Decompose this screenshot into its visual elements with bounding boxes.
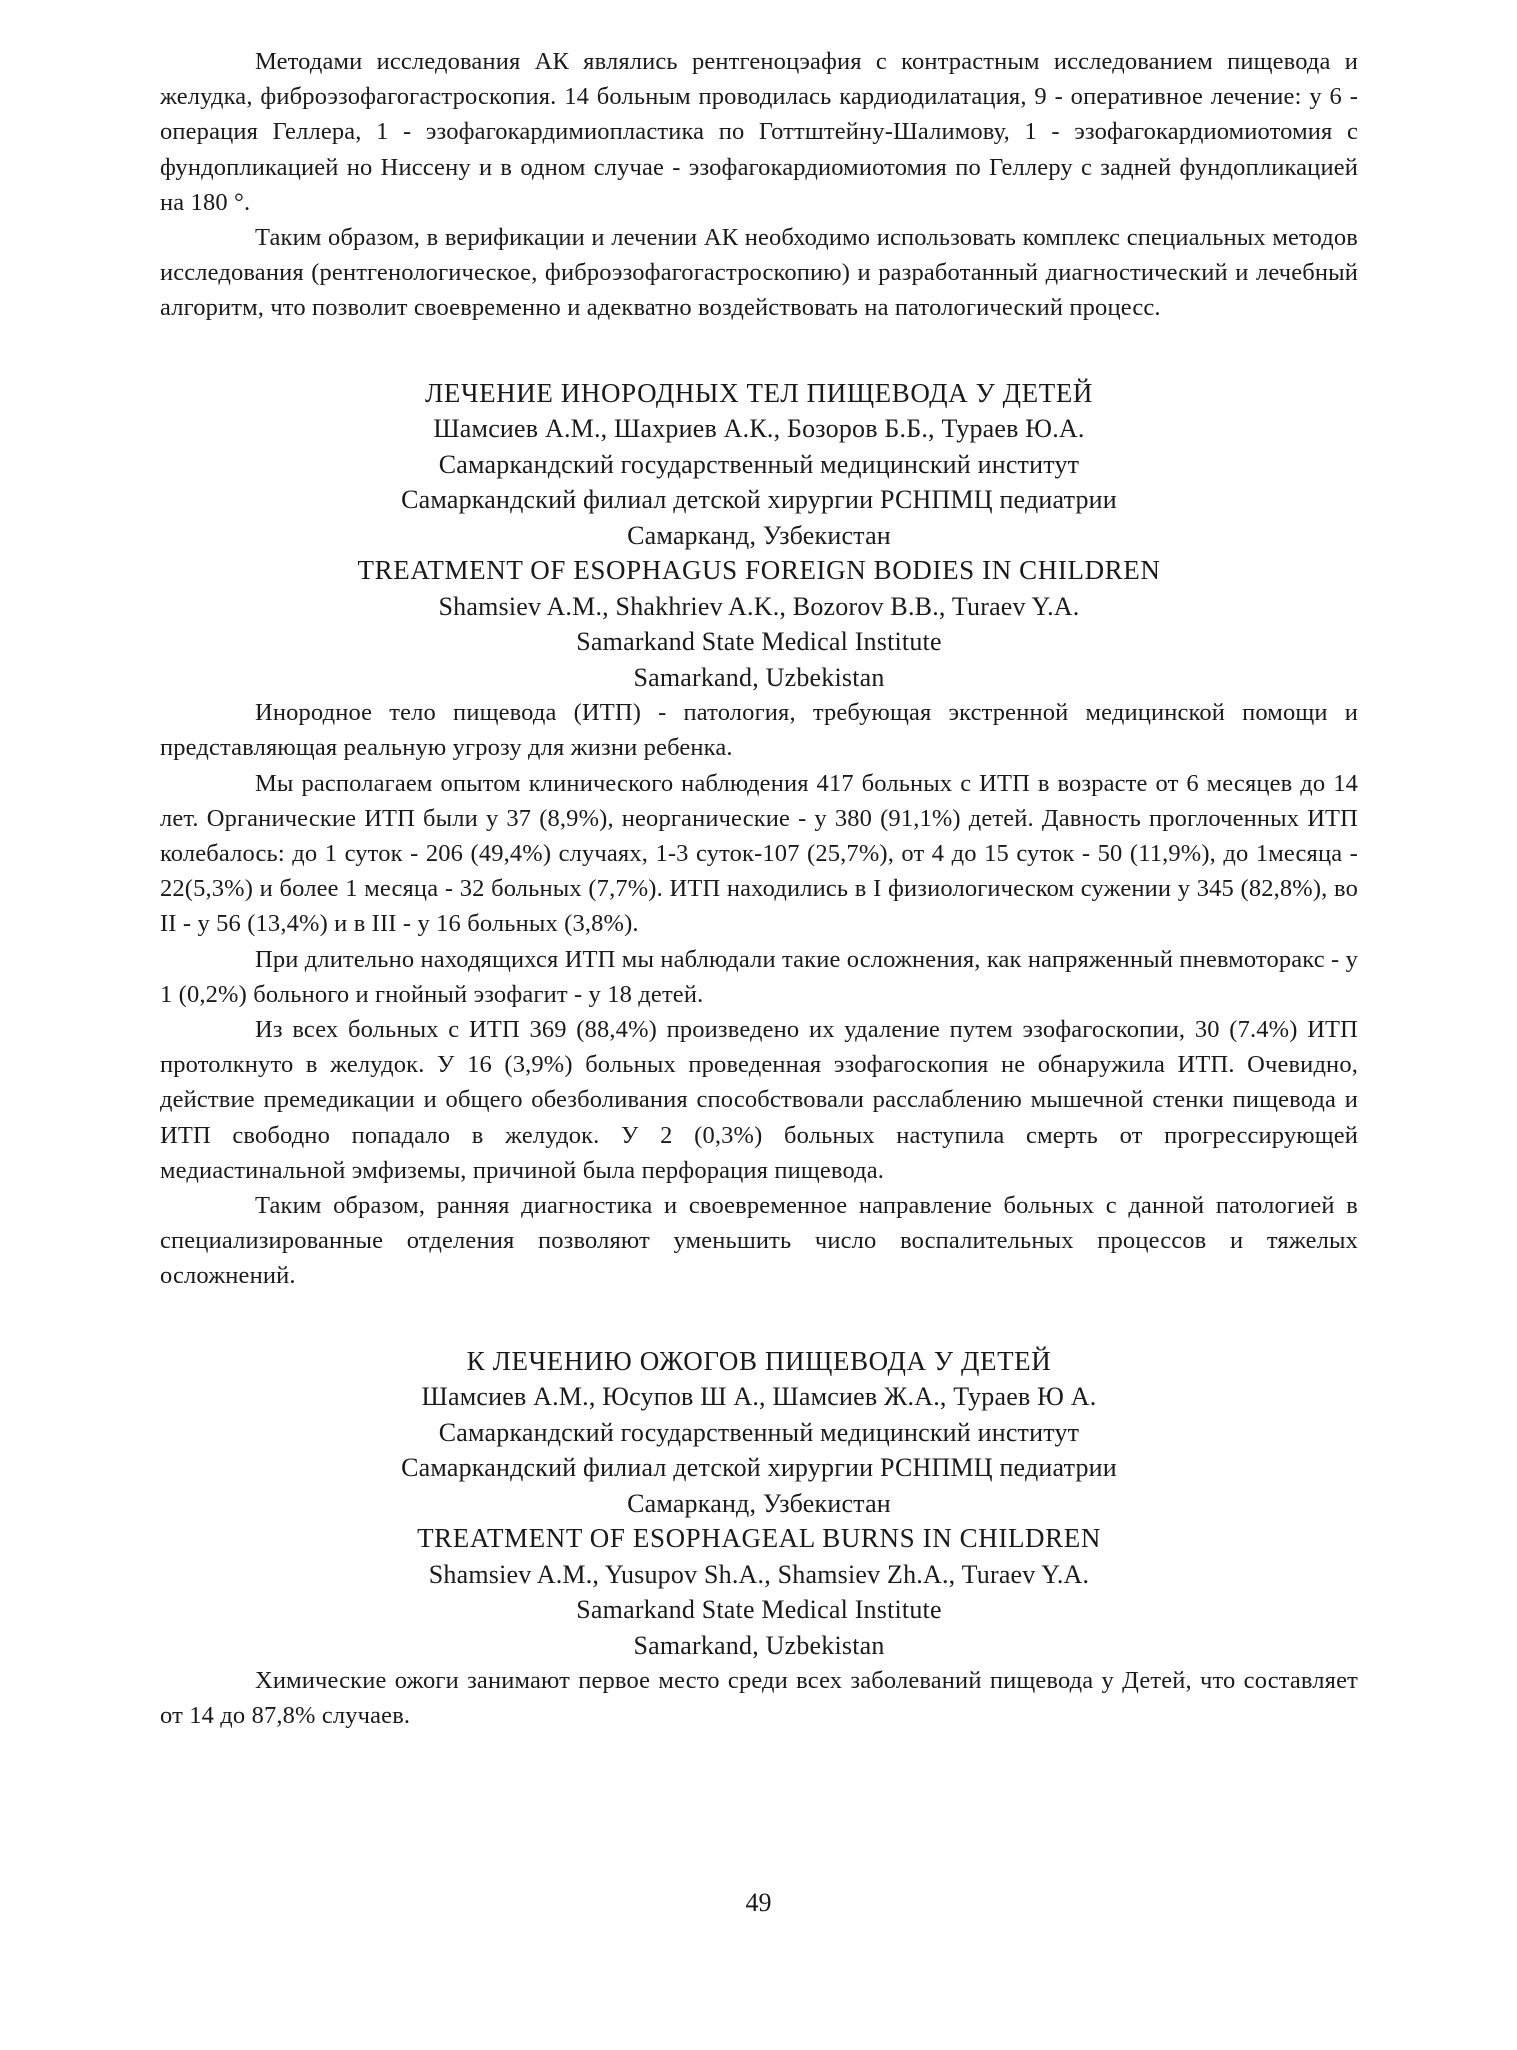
article1-authors-ru: Шамсиев А.М., Шахриев А.К., Бозоров Б.Б., Тураев Ю.А. <box>433 414 1085 444</box>
article2-title-en: TREATMENT OF ESOPHAGEAL BURNS IN CHILDREN <box>417 1523 1101 1554</box>
intro-paragraph-1: Методами исследования АК являлись рентгеноцэафия с контрастным исследованием пищевода и желудка, фиброэзофагогастроскопия. 14 больным проводилась кардиодилатация, 9 - оперативное лечение: у 6 - операция Геллера, 1 - эзофагокардимиопластика по Готтштейну-Шалимову, 1 - эзофагокардиомиотомия с фундопликацией но Ниссену и в одном случае - эзофагокардиомиотомия по Геллеру с задней фундопликацией на 180 °. <box>160 48 1358 216</box>
article1-affiliation-en: Samarkand State Medical Institute <box>576 627 942 657</box>
article2-paragraph-1: Химические ожоги занимают первое место среди всех заболеваний пищевода у Детей, что составляет от 14 до 87,8% случаев. <box>160 1667 1358 1730</box>
article2-authors-en: Shamsiev A.M., Yusupov Sh.A., Shamsiev Zh.A., Turaev Y.A. <box>428 1559 1090 1589</box>
article1-paragraph-2: Мы располагаем опытом клинического наблюдения 417 больных с ИТП в возрасте от 6 месяцев до 14 лет. Органические ИТП были у 37 (8,9%), неорганические - у 380 (91,1%) детей. Давность проглоченных ИТП колебалось: до 1 суток - 206 (49,4%) случаях, 1-3 суток-107 (25,7%), от 4 до 15 суток - 50 (11,9%), до 1месяца - 22(5,3%) и более 1 месяца - 32 больных (7,7%). ИТП находились в I физиологическом сужении у 345 (82,8%), во II - у 56 (13,4%) и в III - у 16 больных (3,8%). <box>160 769 1358 938</box>
article1-affiliation-ru-2: Самаркандский филиал детской хирургии РСНПМЦ педиатрии <box>401 485 1117 515</box>
article-esophageal-burns <box>160 1344 1358 1734</box>
article1-title-en: TREATMENT OF ESOPHAGUS FOREIGN BODIES IN CHILDREN <box>357 555 1161 586</box>
article1-paragraph-1: Инородное тело пищевода (ИТП) - патология, требующая экстренной медицинской помощи и представляющая реальную угрозу для жизни ребенка. <box>160 699 1358 762</box>
intro-paragraph-2: Таким образом, в верификации и лечении АК необходимо использовать комплекс специальных методов исследования (рентгенологическое, фиброэзофагогастроскопию) и разработанный диагностический и лечебный алгоритм, что позволит своевременно и адекватно воздействовать на патологический процесс. <box>160 224 1358 322</box>
article1-affiliation-ru-1: Самаркандский государственный медицинский институт <box>438 449 1080 479</box>
article2-affiliation-ru-1: Самаркандский государственный медицинский институт <box>438 1417 1080 1447</box>
article1-location-ru: Самарканд, Узбекистан <box>627 520 891 550</box>
article1-title-ru: ЛЕЧЕНИЕ ИНОРОДНЫХ ТЕЛ ПИЩЕВОДА У ДЕТЕЙ <box>424 377 1094 408</box>
article1-authors-en: Shamsiev A.M., Shakhriev A.K., Bozorov B.B., Turaev Y.A. <box>438 591 1080 621</box>
intro-section <box>160 44 1358 326</box>
article-foreign-bodies <box>160 376 1358 1294</box>
article1-paragraph-4: Из всех больных с ИТП 369 (88,4%) произведено их удаление путем эзофагоскопии, 30 (7.4%) ИТП протолкнуто в желудок. У 16 (3,9%) больных проведенная эзофагоскопия не обнаружила ИТП. Очевидно, действие премедикации и общего обезболивания способствовали расслаблению мышечной стенки пищевода и ИТП свободно попадало в желудок. У 2 (0,3%) больных наступила смерть от прогрессирующей медиастинальной эмфиземы, причиной была перфорация пищевода. <box>160 1015 1358 1184</box>
article2-affiliation-en: Samarkand State Medical Institute <box>576 1595 942 1625</box>
article1-location-en: Samarkand, Uzbekistan <box>633 662 885 692</box>
article2-authors-ru: Шамсиев А.М., Юсупов Ш А., Шамсиев Ж.А., Тураев Ю А. <box>421 1382 1097 1412</box>
article2-location-ru: Самарканд, Узбекистан <box>627 1488 891 1518</box>
article1-paragraph-5: Таким образом, ранняя диагностика и своевременное направление больных с данной патологией в специализированные отделения позволяют уменьшить число воспалительных процессов и тяжелых осложнений. <box>160 1191 1358 1290</box>
document-page <box>160 44 1358 1733</box>
article2-title-ru: К ЛЕЧЕНИЮ ОЖОГОВ ПИЩЕВОДА У ДЕТЕЙ <box>466 1345 1052 1376</box>
article2-affiliation-ru-2: Самаркандский филиал детской хирургии РСНПМЦ педиатрии <box>401 1453 1117 1483</box>
article1-paragraph-3: При длительно находящихся ИТП мы наблюдали такие осложнения, как напряженный пневмоторакс - у 1 (0,2%) больного и гнойный эзофагит - у 18 детей. <box>160 945 1359 1008</box>
page-number: 49 <box>745 1888 772 1917</box>
article2-location-en: Samarkand, Uzbekistan <box>633 1630 885 1660</box>
